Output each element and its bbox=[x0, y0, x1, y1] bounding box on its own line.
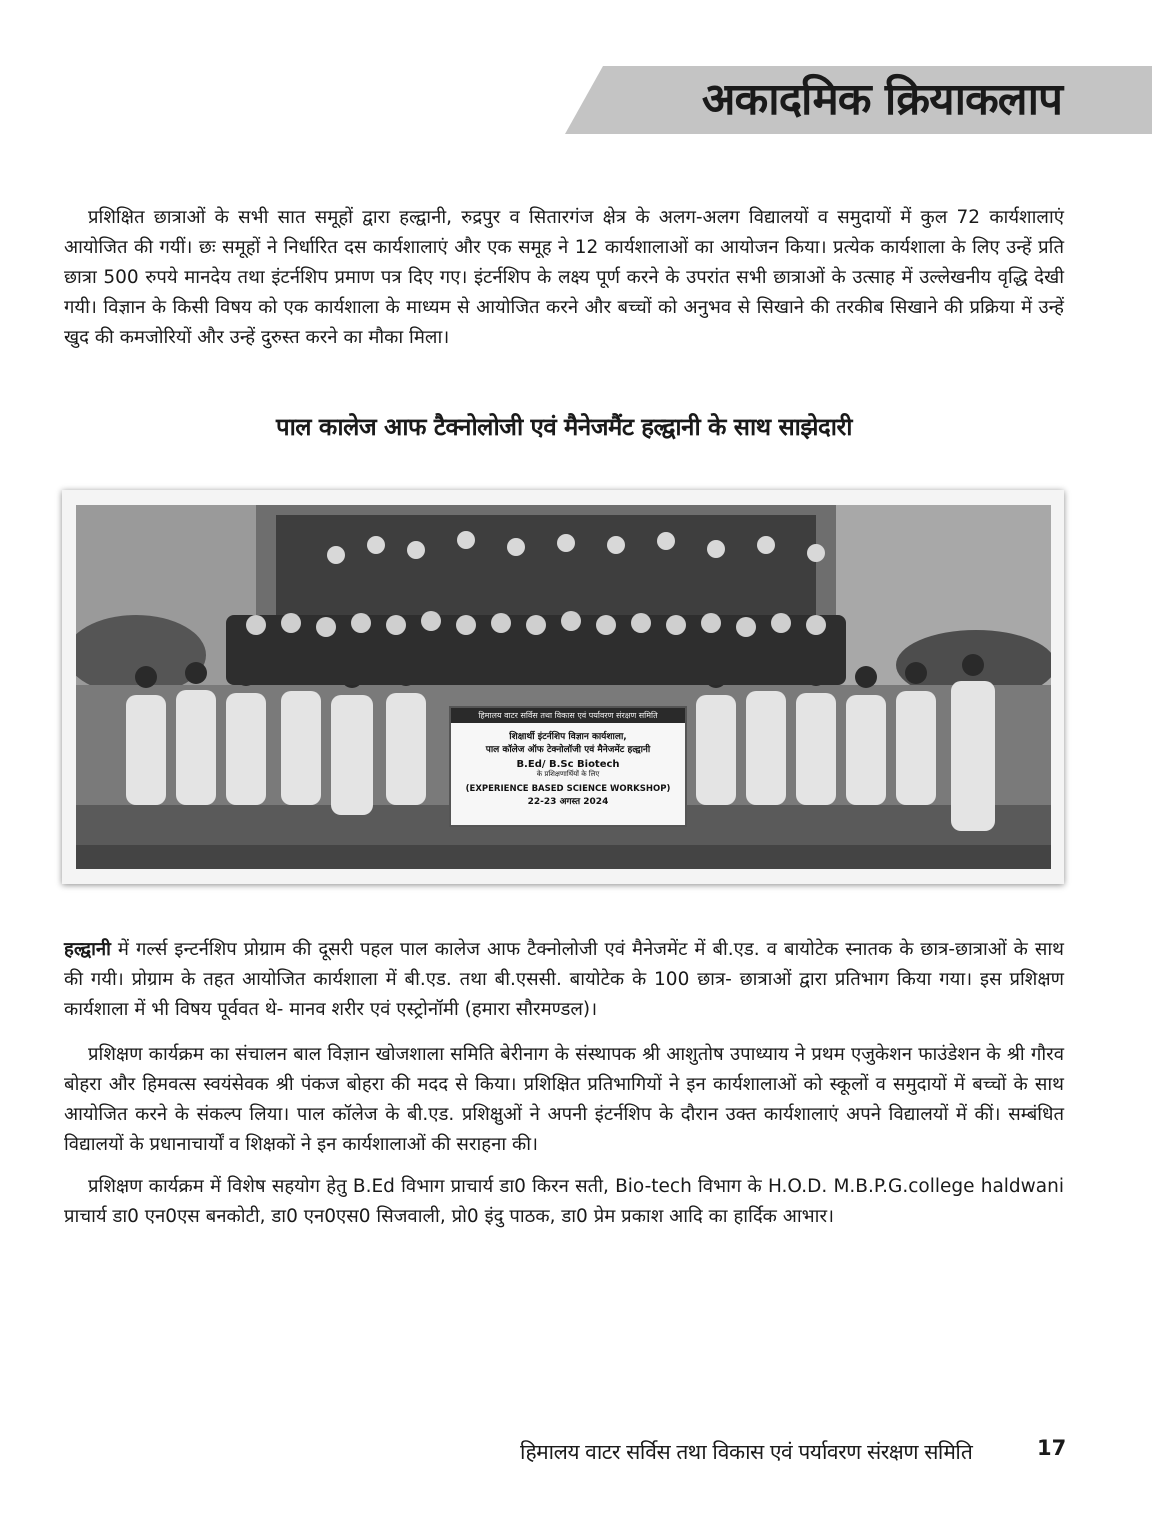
banner-line-3: पाल कॉलेज ऑफ टेक्नोलॉजी एवं मैनेजमेंट हल्द्वानी bbox=[485, 745, 651, 755]
group-photo bbox=[76, 505, 1051, 869]
footer-organization: हिमालय वाटर सर्विस तथा विकास एवं पर्यावरण संरक्षण समिति bbox=[520, 1440, 973, 1464]
page-number: 17 bbox=[1037, 1436, 1067, 1460]
body-paragraph-1 bbox=[64, 935, 1064, 1025]
body-paragraph-1-text: में गर्ल्स इन्टर्नशिप प्रोग्राम की दूसरी पहल पाल कालेज आफ टैक्नोलोजी एवं मैनेजमेंट में बी.एड. व बायोटेक स्नातक के छात्र-छात्राओं के साथ की गयी। प्रोग्राम के तहत आयोजित कार्यशाला में बी.एड. तथा बी.एससी. बायोटेक के 100 छात्र- छात्राओं द्वारा प्रतिभाग किया गया। इस प्रशिक्षण कार्यशाला में भी विषय पूर्ववत थे- मानव शरीर एवं एस्ट्रोनॉमी (हमारा सौरमण्डल)। bbox=[64, 939, 1064, 1020]
banner-line-5: के प्रशिक्षणार्थियों के लिए bbox=[536, 770, 600, 778]
workshop-banner bbox=[449, 706, 687, 827]
banner-line-6: (EXPERIENCE BASED SCIENCE WORKSHOP) bbox=[465, 784, 671, 794]
body-paragraph-2: प्रशिक्षण कार्यक्रम का संचालन बाल विज्ञान खोजशाला समिति बेरीनाग के संस्थापक श्री आशुतोष उपाध्याय ने प्रथम एजुकेशन फाउंडेशन के श्री गौरव बोहरा और हिमवत्स स्वयंसेवक श्री पंकज बोहरा की मदद से किया। प्रशिक्षित प्रतिभागियों ने इन कार्यशालाओं को स्कूलों व समुदायों में बच्चों के साथ आयोजित करने के संकल्प लिया। पाल कॉलेज के बी.एड. प्रशिक्षुओं ने अपनी इंटर्नशिप के दौरान उक्त कार्यशालाएं अपने विद्यालयों में कीं। सम्बंधित विद्यालयों के प्रधानाचार्यों व शिक्षकों ने इन कार्यशालाओं की सराहना की। bbox=[64, 1044, 1064, 1155]
banner-org-line: हिमालय वाटर सर्विस तथा विकास एवं पर्यावरण संरक्षण समिति bbox=[451, 708, 685, 723]
banner-line-2: शिक्षार्थी इंटर्नशिप विज्ञान कार्यशाला, bbox=[509, 732, 627, 742]
body-paragraph-3: प्रशिक्षण कार्यक्रम में विशेष सहयोग हेतु B.Ed विभाग प्राचार्य डा0 किरन सती, Bio-tech विभाग के H.O.D. M.B.P.G.college haldwani प्राचार्य डा0 एन0एस बनकोटी, डा0 एन0एस0 सिजवाली, प्रो0 इंदु पाठक, डा0 प्रेम प्रकाश आदि का हार्दिक आभार। bbox=[64, 1176, 1064, 1227]
banner-line-4: B.Ed/ B.Sc Biotech bbox=[516, 759, 620, 770]
body-paragraph-1-lead: हल्द्वानी bbox=[64, 939, 111, 960]
group-photo-frame bbox=[62, 490, 1064, 884]
page-title: अकादमिक क्रियाकलाप bbox=[701, 74, 1062, 125]
section-heading: पाल कालेज आफ टैक्नोलोजी एवं मैनेजमैंट हल्द्वानी के साथ साझेदारी bbox=[275, 413, 853, 441]
intro-paragraph: प्रशिक्षित छात्राओं के सभी सात समूहों द्वारा हल्द्वानी, रुद्रपुर व सितारगंज क्षेत्र के अलग-अलग विद्यालयों व समुदायों में कुल 72 कार्यशालाएं आयोजित की गयीं। छः समूहों ने निर्धारित दस कार्यशालाएं और एक समूह ने 12 कार्यशालाओं का आयोजन किया। प्रत्येक कार्यशाला के लिए उन्हें प्रति छात्रा 500 रुपये मानदेय तथा इंटर्नशिप प्रमाण पत्र दिए गए। इंटर्नशिप के लक्ष्य पूर्ण करने के उपरांत सभी छात्राओं के उत्साह में उल्लेखनीय वृद्धि देखी गयी। विज्ञान के किसी विषय को एक कार्यशाला के माध्यम से आयोजित करने और बच्चों को अनुभव से सिखाने की तरकीब सिखाने की प्रक्रिया में उन्हें खुद की कमजोरियों और उन्हें दुरुस्त करने का मौका मिला। bbox=[64, 207, 1064, 348]
banner-line-7: 22-23 अगस्त 2024 bbox=[527, 797, 609, 807]
